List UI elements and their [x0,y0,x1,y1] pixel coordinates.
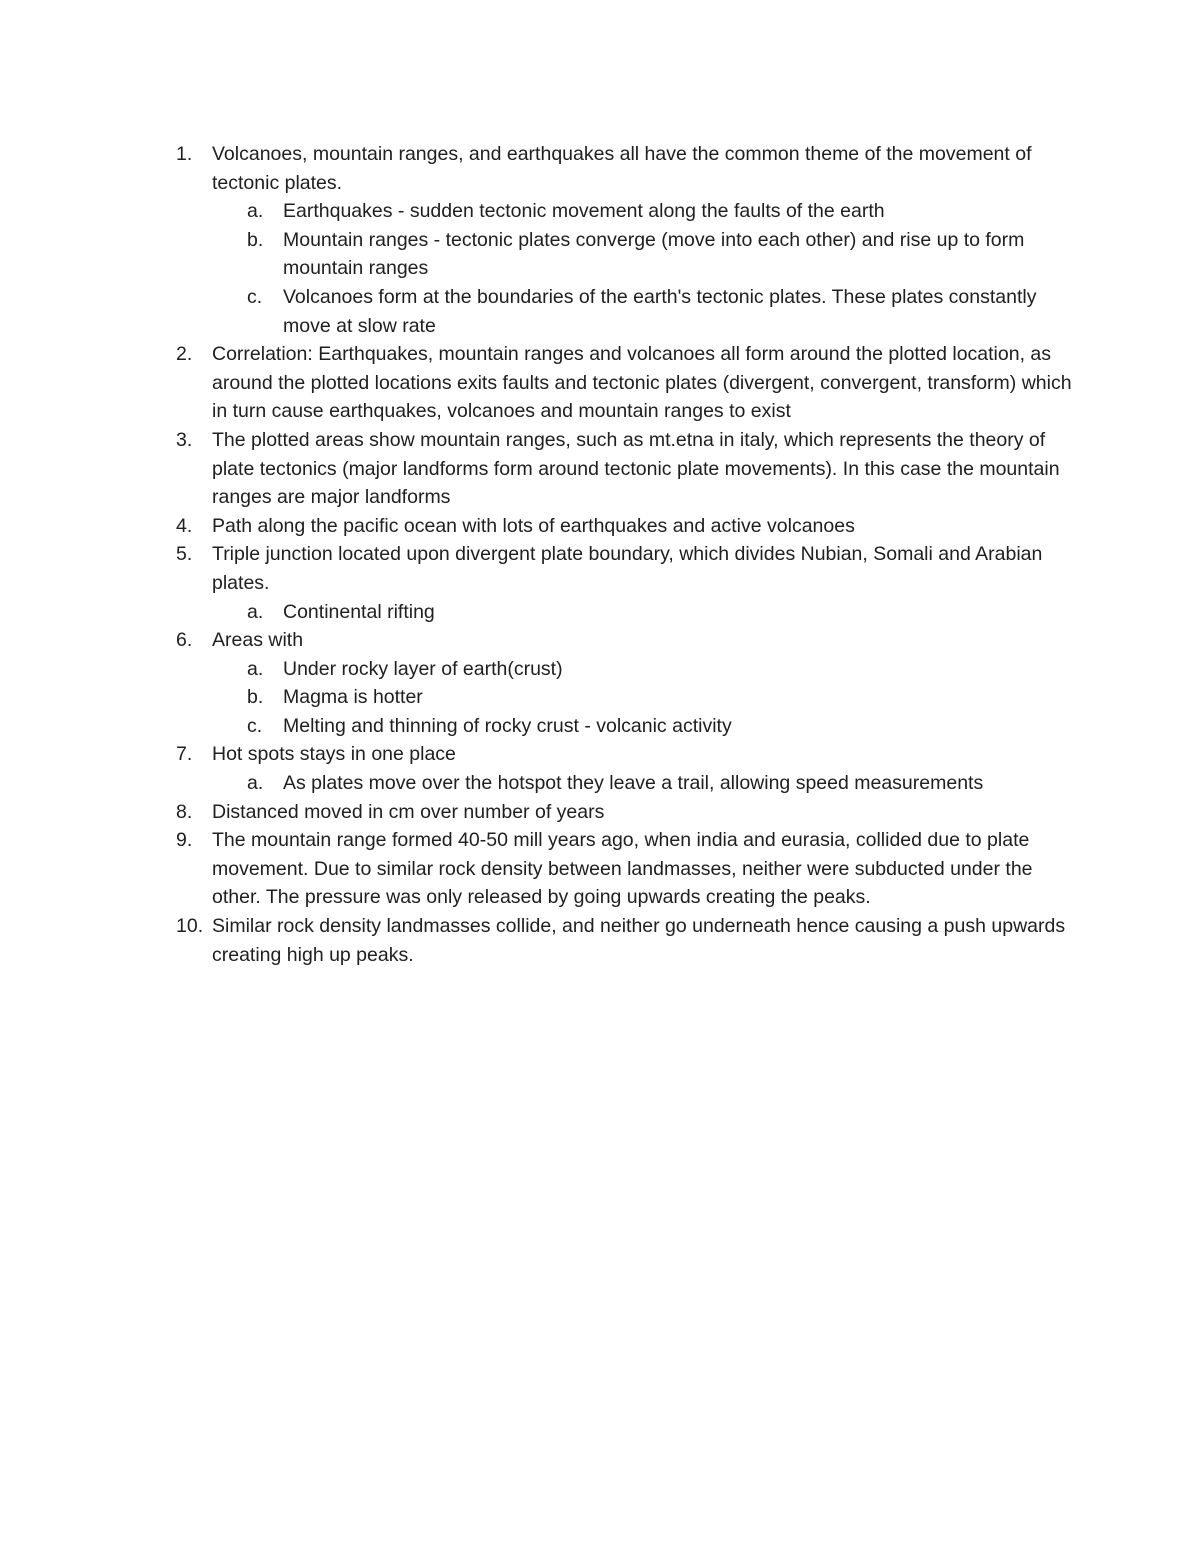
sub-list [212,197,1076,340]
sub-list [212,655,1076,741]
sub-list [212,598,1076,627]
list-item [176,912,1076,969]
sub-list-marker: a. [247,772,264,795]
sub-list-marker: c. [247,714,263,737]
list-item-text: Distanced moved in cm over number of years [212,800,605,823]
sub-list-item-text: Earthquakes - sudden tectonic movement along the faults of the earth [283,200,885,223]
list-marker: 10. [176,915,204,938]
sub-list-item-text: Magma is hotter [283,686,423,709]
sub-list-item-text: Under rocky layer of earth(crust) [283,657,563,680]
list-item [176,512,1076,541]
list-item [176,540,1076,626]
list-marker: 2. [176,343,193,366]
list-item-text: Path along the pacific ocean with lots of earthquakes and active volcanoes [212,514,855,537]
list-item-text: Hot spots stays in one place [212,743,456,766]
list-item-text: Volcanoes, mountain ranges, and earthquakes all have the common theme of the movement of tectonic plates. [212,143,1032,194]
sub-list-item [212,226,1076,283]
list-item [176,798,1076,827]
list-marker: 1. [176,143,193,165]
sub-list-marker: b. [247,686,264,709]
sub-list-item [212,769,1076,798]
sub-list-item [212,197,1076,226]
list-marker: 5. [176,543,193,566]
list-item-text: Triple junction located upon divergent plate boundary, which divides Nubian, Somali and Arabian plates. [212,543,1043,594]
sub-list-item [212,655,1076,684]
list-marker: 8. [176,800,193,823]
list-marker: 7. [176,743,193,766]
sub-list-marker: b. [247,228,264,251]
sub-list-marker: c. [247,285,263,308]
sub-list-marker: a. [247,600,264,623]
sub-list-item-text: Volcanoes form at the boundaries of the earth's tectonic plates. These plates constantly move at slow rate [283,285,1037,337]
numbered-list [176,140,1076,969]
sub-list-item-text: Mountain ranges - tectonic plates converge (move into each other) and rise up to form mountain ranges [283,228,1025,280]
list-marker: 4. [176,514,193,537]
list-item-text: Similar rock density landmasses collide, and neither go underneath hence causing a push upwards creating high up peaks. [212,915,1066,966]
list-item-text: The plotted areas show mountain ranges, such as mt.etna in italy, which represents the theory of plate tectonics (major landforms form around tectonic plate movements). In this case the mountain ranges are major landforms [212,428,1060,509]
sub-list-item-text: Continental rifting [283,600,435,623]
list-item [176,826,1076,912]
sub-list [212,769,1076,798]
list-item [176,340,1076,426]
sub-list-marker: a. [247,200,264,223]
sub-list-marker: a. [247,657,264,680]
list-item-text: Correlation: Earthquakes, mountain ranges and volcanoes all form around the plotted location, as around the plotted locations exits faults and tectonic plates (divergent, convergent, transform) which in turn cause earthquakes, volcanoes and mountain ranges to exist [212,343,1072,423]
list-item [176,740,1076,797]
list-item [176,426,1076,512]
sub-list-item [212,283,1076,340]
sub-list-item-text: Melting and thinning of rocky crust - volcanic activity [283,714,732,737]
list-marker: 9. [176,829,193,852]
sub-list-item [212,712,1076,741]
list-item [176,626,1076,740]
list-item [176,140,1076,340]
list-item-text: Areas with [212,629,304,652]
sub-list-item-text: As plates move over the hotspot they leave a trail, allowing speed measurements [283,772,984,795]
sub-list-item [212,683,1076,712]
list-item-text: The mountain range formed 40-50 mill years ago, when india and eurasia, collided due to plate movement. Due to similar rock density between landmasses, neither were subducted under the other. The pressure was only released by going upwards creating the peaks. [212,829,1033,909]
list-marker: 3. [176,428,193,451]
sub-list-item [212,598,1076,627]
list-marker: 6. [176,629,193,652]
